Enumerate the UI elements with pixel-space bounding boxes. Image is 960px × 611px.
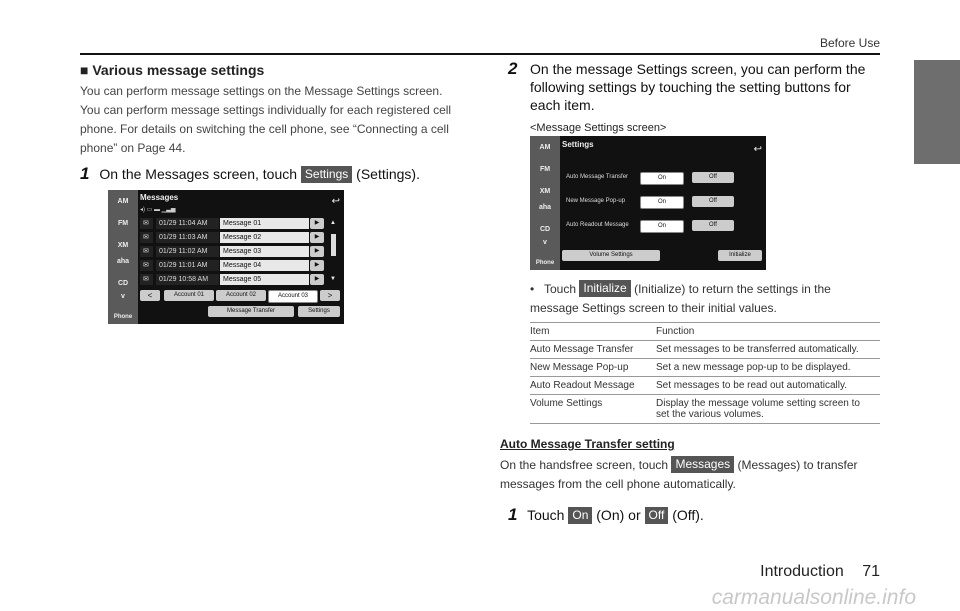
off-chip: Off (645, 507, 669, 524)
messages-screenshot (108, 190, 344, 324)
header-rule (80, 53, 880, 55)
step-1-right (508, 506, 868, 524)
account-tab: Account 02 (216, 290, 266, 301)
table-header: Function (654, 323, 880, 341)
page-footer (760, 563, 880, 581)
initialize-chip: Initialize (579, 280, 630, 297)
step-number: 2 (508, 59, 518, 78)
step-text: Touch (527, 507, 565, 523)
msg-icon: ✉ (140, 260, 153, 271)
back-icon: ↩ (753, 144, 762, 155)
fm-icon: FM (117, 220, 129, 227)
table-cell: Auto Readout Message (530, 377, 654, 395)
section-title: ■ Various message settings (80, 62, 265, 78)
table-row (530, 377, 880, 395)
table-row (530, 341, 880, 359)
initialize-button: Initialize (718, 250, 762, 261)
step-1-left (80, 165, 470, 183)
message-label: Message 04 (220, 260, 309, 271)
sub-text (500, 456, 870, 494)
screen-title: Settings (562, 140, 594, 149)
table-cell: Set messages to be transferred automatically. (654, 341, 880, 359)
message-transfer-button: Message Transfer (208, 306, 294, 317)
settings-screenshot (530, 136, 766, 270)
scrollbar (331, 234, 336, 256)
sub-text-part: (Messages) to transfer messages from the cell phone automatically. (500, 458, 858, 491)
step-text: (Settings). (356, 166, 420, 182)
function-table (530, 322, 880, 424)
message-time: 01/29 11:04 AM (156, 218, 219, 229)
play-icon: ▶ (310, 218, 324, 229)
screen-title: Messages (140, 193, 179, 202)
setting-label: New Message Pop-up (566, 198, 626, 204)
xm-icon: XM (539, 188, 551, 195)
on-button: On (640, 220, 684, 233)
phone-icon: Phone (113, 314, 133, 320)
message-label: Message 01 (220, 218, 309, 229)
fm-icon: FM (539, 166, 551, 173)
account-tab: Account 01 (164, 290, 214, 301)
table-row (530, 395, 880, 424)
play-icon: ▶ (310, 274, 324, 285)
step-text: (Off). (672, 507, 704, 523)
msg-icon: ✉ (140, 218, 153, 229)
settings-chip: Settings (301, 166, 352, 183)
messages-chip: Messages (671, 456, 734, 473)
step-number: 1 (508, 505, 518, 524)
settings-button: Settings (298, 306, 340, 317)
screenshot-sidebar (530, 136, 560, 270)
prev-account-icon: < (140, 290, 160, 301)
bullet-text: (Initialize) to return the settings in the message Settings screen to their initial values. (530, 282, 831, 315)
message-label: Message 02 (220, 232, 309, 243)
sub-text-part: On the handsfree screen, touch (500, 458, 669, 472)
screen-caption: <Message Settings screen> (530, 122, 667, 134)
table-cell: Auto Message Transfer (530, 341, 654, 359)
section-header: Before Use (819, 36, 880, 50)
bullet-initialize (530, 280, 870, 318)
on-button: On (640, 196, 684, 209)
table-cell: Set a new message pop-up to be displayed. (654, 359, 880, 377)
play-icon: ▶ (310, 232, 324, 243)
step-text: (On) or (596, 507, 641, 523)
on-chip: On (568, 507, 592, 524)
setting-label: Auto Readout Message (566, 222, 629, 228)
volume-settings-button: Volume Settings (562, 250, 660, 261)
play-icon: ▶ (310, 246, 324, 257)
message-label: Message 03 (220, 246, 309, 257)
account-tab-selected: Account 03 (268, 290, 318, 303)
aha-icon: aha (538, 204, 552, 211)
on-button: On (640, 172, 684, 185)
msg-icon: ✉ (140, 246, 153, 257)
next-account-icon: > (320, 290, 340, 301)
off-button: Off (692, 220, 734, 231)
footer-label: Introduction (760, 563, 844, 580)
off-button: Off (692, 172, 734, 183)
sub-heading: Auto Message Transfer setting (500, 437, 675, 451)
message-label: Message 05 (220, 274, 309, 285)
msg-icon: ✉ (140, 232, 153, 243)
side-tab (914, 60, 960, 164)
cd-icon: CD (539, 226, 551, 233)
back-icon: ↩ (331, 196, 340, 207)
table-header-row (530, 323, 880, 341)
off-button: Off (692, 196, 734, 207)
am-icon: AM (539, 144, 551, 151)
phone-icon: Phone (535, 260, 555, 266)
step-text: On the message Settings screen, you can perform the following settings by touching the setting buttons for each item. (530, 61, 866, 113)
bullet-text: Touch (544, 282, 577, 296)
page-number: 71 (862, 563, 880, 580)
step-number: 1 (80, 164, 90, 183)
intro-text: You can perform message settings on the Message Settings screen. You can perform message settings individually for each registered cell phone. For details on switching the cell phone, see “Connecting a cell phone” on Page 44. (80, 84, 452, 155)
step-2 (508, 60, 868, 114)
chevron-down-icon: v (121, 293, 125, 300)
scroll-up-icon: ▲ (330, 220, 336, 226)
chevron-down-icon: v (543, 239, 547, 246)
bullet-dot-icon: • (530, 282, 541, 296)
msg-icon: ✉ (140, 274, 153, 285)
aha-icon: aha (116, 258, 130, 265)
screenshot-sidebar (108, 190, 138, 324)
am-icon: AM (117, 198, 129, 205)
status-icons: ◂) ▭ ▬ ▁▃▅ (140, 207, 176, 213)
scroll-down-icon: ▼ (330, 276, 336, 282)
message-time: 01/29 10:58 AM (156, 274, 219, 285)
message-time: 01/29 11:01 AM (156, 260, 219, 271)
cd-icon: CD (117, 280, 129, 287)
table-cell: New Message Pop-up (530, 359, 654, 377)
setting-label: Auto Message Transfer (566, 174, 629, 180)
message-time: 01/29 11:02 AM (156, 246, 219, 257)
table-cell: Volume Settings (530, 395, 654, 424)
play-icon: ▶ (310, 260, 324, 271)
table-header: Item (530, 323, 654, 341)
table-row (530, 359, 880, 377)
xm-icon: XM (117, 242, 129, 249)
table-cell: Display the message volume setting screen to set the various volumes. (654, 395, 880, 424)
message-time: 01/29 11:03 AM (156, 232, 219, 243)
table-cell: Set messages to be read out automatically. (654, 377, 880, 395)
step-text: On the Messages screen, touch (99, 166, 298, 182)
watermark: carmanualsonline.info (711, 586, 916, 609)
